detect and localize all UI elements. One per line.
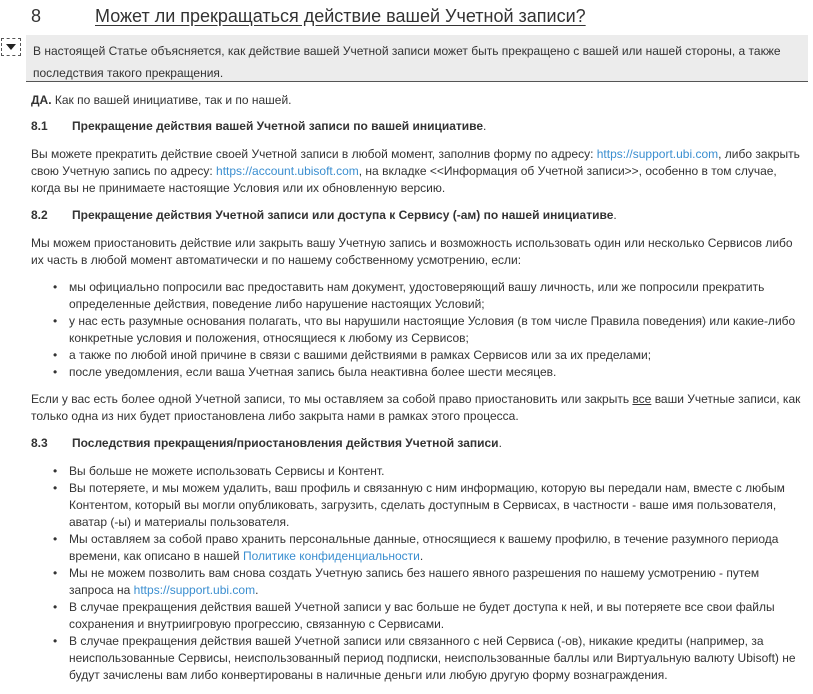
list-item: • В случае прекращения действия вашей Учетной записи или связанного с ней Сервиса (-ов), никакие кредиты (например, за неиспользованные Сервисы, неиспользованный период подписки, неиспользованные баллы или Виртуальную валюту Ubisoft) не будут зачислены вам либо конвертированы в наличные деньги или любую другую форму вознаграждения. (61, 633, 806, 684)
subsection-8-3-heading (31, 435, 806, 452)
subsection-title: Прекращение действия вашей Учетной записи по вашей инициативе (72, 119, 484, 133)
collapse-toggle-button[interactable] (1, 38, 21, 56)
list-item: • Вы потеряете, и мы можем удалить, ваш профиль и связанную с ним информацию, которую вы передали нам, вместе с любым Контентом, который вы могли опубликовать, загрузить, сделать доступным в Сервисах, в частности - ваше имя пользователя, аватар (-ы) и материалы пользователя. (61, 480, 806, 531)
support-link[interactable]: https://support.ubi.com (133, 583, 256, 597)
text-fragment: Вы можете прекратить действие своей Учетной записи в любой момент, заполнив форму по адресу: (31, 147, 597, 161)
text-fragment: , на вкладке <<Информация об Учетной записи>>, особенно в том случае, когда вы не принимаете настоящие Условия или их обновленную версию. (31, 164, 777, 195)
subsection-8-1-heading (31, 118, 806, 135)
list-item: • а также по любой иной причине в связи с вашими действиями в рамках Сервисов или за их пределами; (61, 347, 806, 364)
account-link[interactable]: https://account.ubisoft.com (216, 164, 359, 178)
text-fragment: Если у вас есть более одной Учетной записи, то мы оставляем за собой право приостановить или закрыть (31, 392, 633, 406)
subsection-title: Прекращение действия Учетной записи или доступа к Сервису (-ам) по нашей инициативе (72, 208, 614, 222)
answer-text: Как по вашей инициативе, так и по нашей. (51, 93, 292, 107)
title-period: . (498, 436, 502, 450)
section-content (31, 92, 806, 694)
underlined-word: все (632, 392, 652, 406)
text-fragment: , либо закрыть свою Учетную запись по адресу: (31, 147, 800, 178)
section-number: 8 (31, 6, 42, 26)
section-summary: В настоящей Статье объясняется, как действие вашей Учетной записи может быть прекращено с вашей или нашей стороны, а также последствия такого прекращения. (26, 35, 808, 82)
subsection-8-2-heading (31, 207, 806, 224)
title-period: . (613, 208, 617, 222)
text-fragment: ваши Учетные записи, как только одна из них будет приостановлена либо закрыта нами в рамках этого процесса. (31, 392, 801, 423)
text-fragment: Мы оставляем за собой право хранить персональные данные, относящиеся к вашему профилю, в течение разумного периода времени, как описано в нашей (69, 532, 779, 563)
subsection-number: 8.1 (31, 119, 48, 133)
support-link[interactable]: https://support.ubi.com (596, 147, 719, 161)
list-item: • у нас есть разумные основания полагать, что вы нарушили настоящие Условия (в том числе Правила поведения) или какие-либо конкретные условия и положения, относящиеся к любому из Сервисов; (61, 313, 806, 347)
text-fragment: . (419, 549, 424, 563)
subsection-8-2-intro: Мы можем приостановить действие или закрыть вашу Учетную запись и возможность использовать один или несколько Сервисов либо их часть в любой момент автоматически и по нашему собственному усмотрению, если: (31, 236, 793, 267)
privacy-policy-link[interactable]: Политике конфиденциальности (242, 549, 420, 563)
subsection-title: Последствия прекращения/приостановления действия Учетной записи (72, 436, 499, 450)
answer-line (31, 92, 806, 109)
title-period: . (483, 119, 487, 133)
answer-bold: ДА. (31, 93, 52, 107)
subsection-8-1-text (31, 146, 806, 197)
list-item: • В случае прекращения действия вашей Учетной записи у вас больше не будет доступа к ней, и вы потеряете все свои файлы сохранения и внутриигровую прогрессию, связанную с Сервисами. (61, 599, 806, 633)
subsection-number: 8.2 (31, 208, 48, 222)
section-title[interactable]: Может ли прекращаться действие вашей Учетной записи? (95, 6, 586, 26)
text-fragment: . (255, 583, 259, 597)
text-fragment: Мы не можем позволить вам снова создать Учетную запись без нашего явного разрешения по нашему усмотрению - путем запроса на (69, 566, 760, 597)
list-item (61, 565, 806, 599)
list-item: • Вы больше не можете использовать Сервисы и Контент. (61, 463, 806, 480)
section-header (0, 0, 813, 36)
subsection-8-2-outro (31, 391, 806, 425)
consequences-list (31, 463, 806, 684)
list-item (61, 531, 806, 565)
termination-reasons-list (31, 279, 806, 381)
list-item: • после уведомления, если ваша Учетная запись была неактивна более шести месяцев. (61, 364, 806, 381)
list-item: • мы официально попросили вас предоставить нам документ, удостоверяющий вашу личность, или же попросили прекратить определенные действия, поведение либо нарушение настоящих Условий; (61, 279, 806, 313)
caret-down-icon (6, 44, 16, 50)
subsection-number: 8.3 (31, 436, 48, 450)
